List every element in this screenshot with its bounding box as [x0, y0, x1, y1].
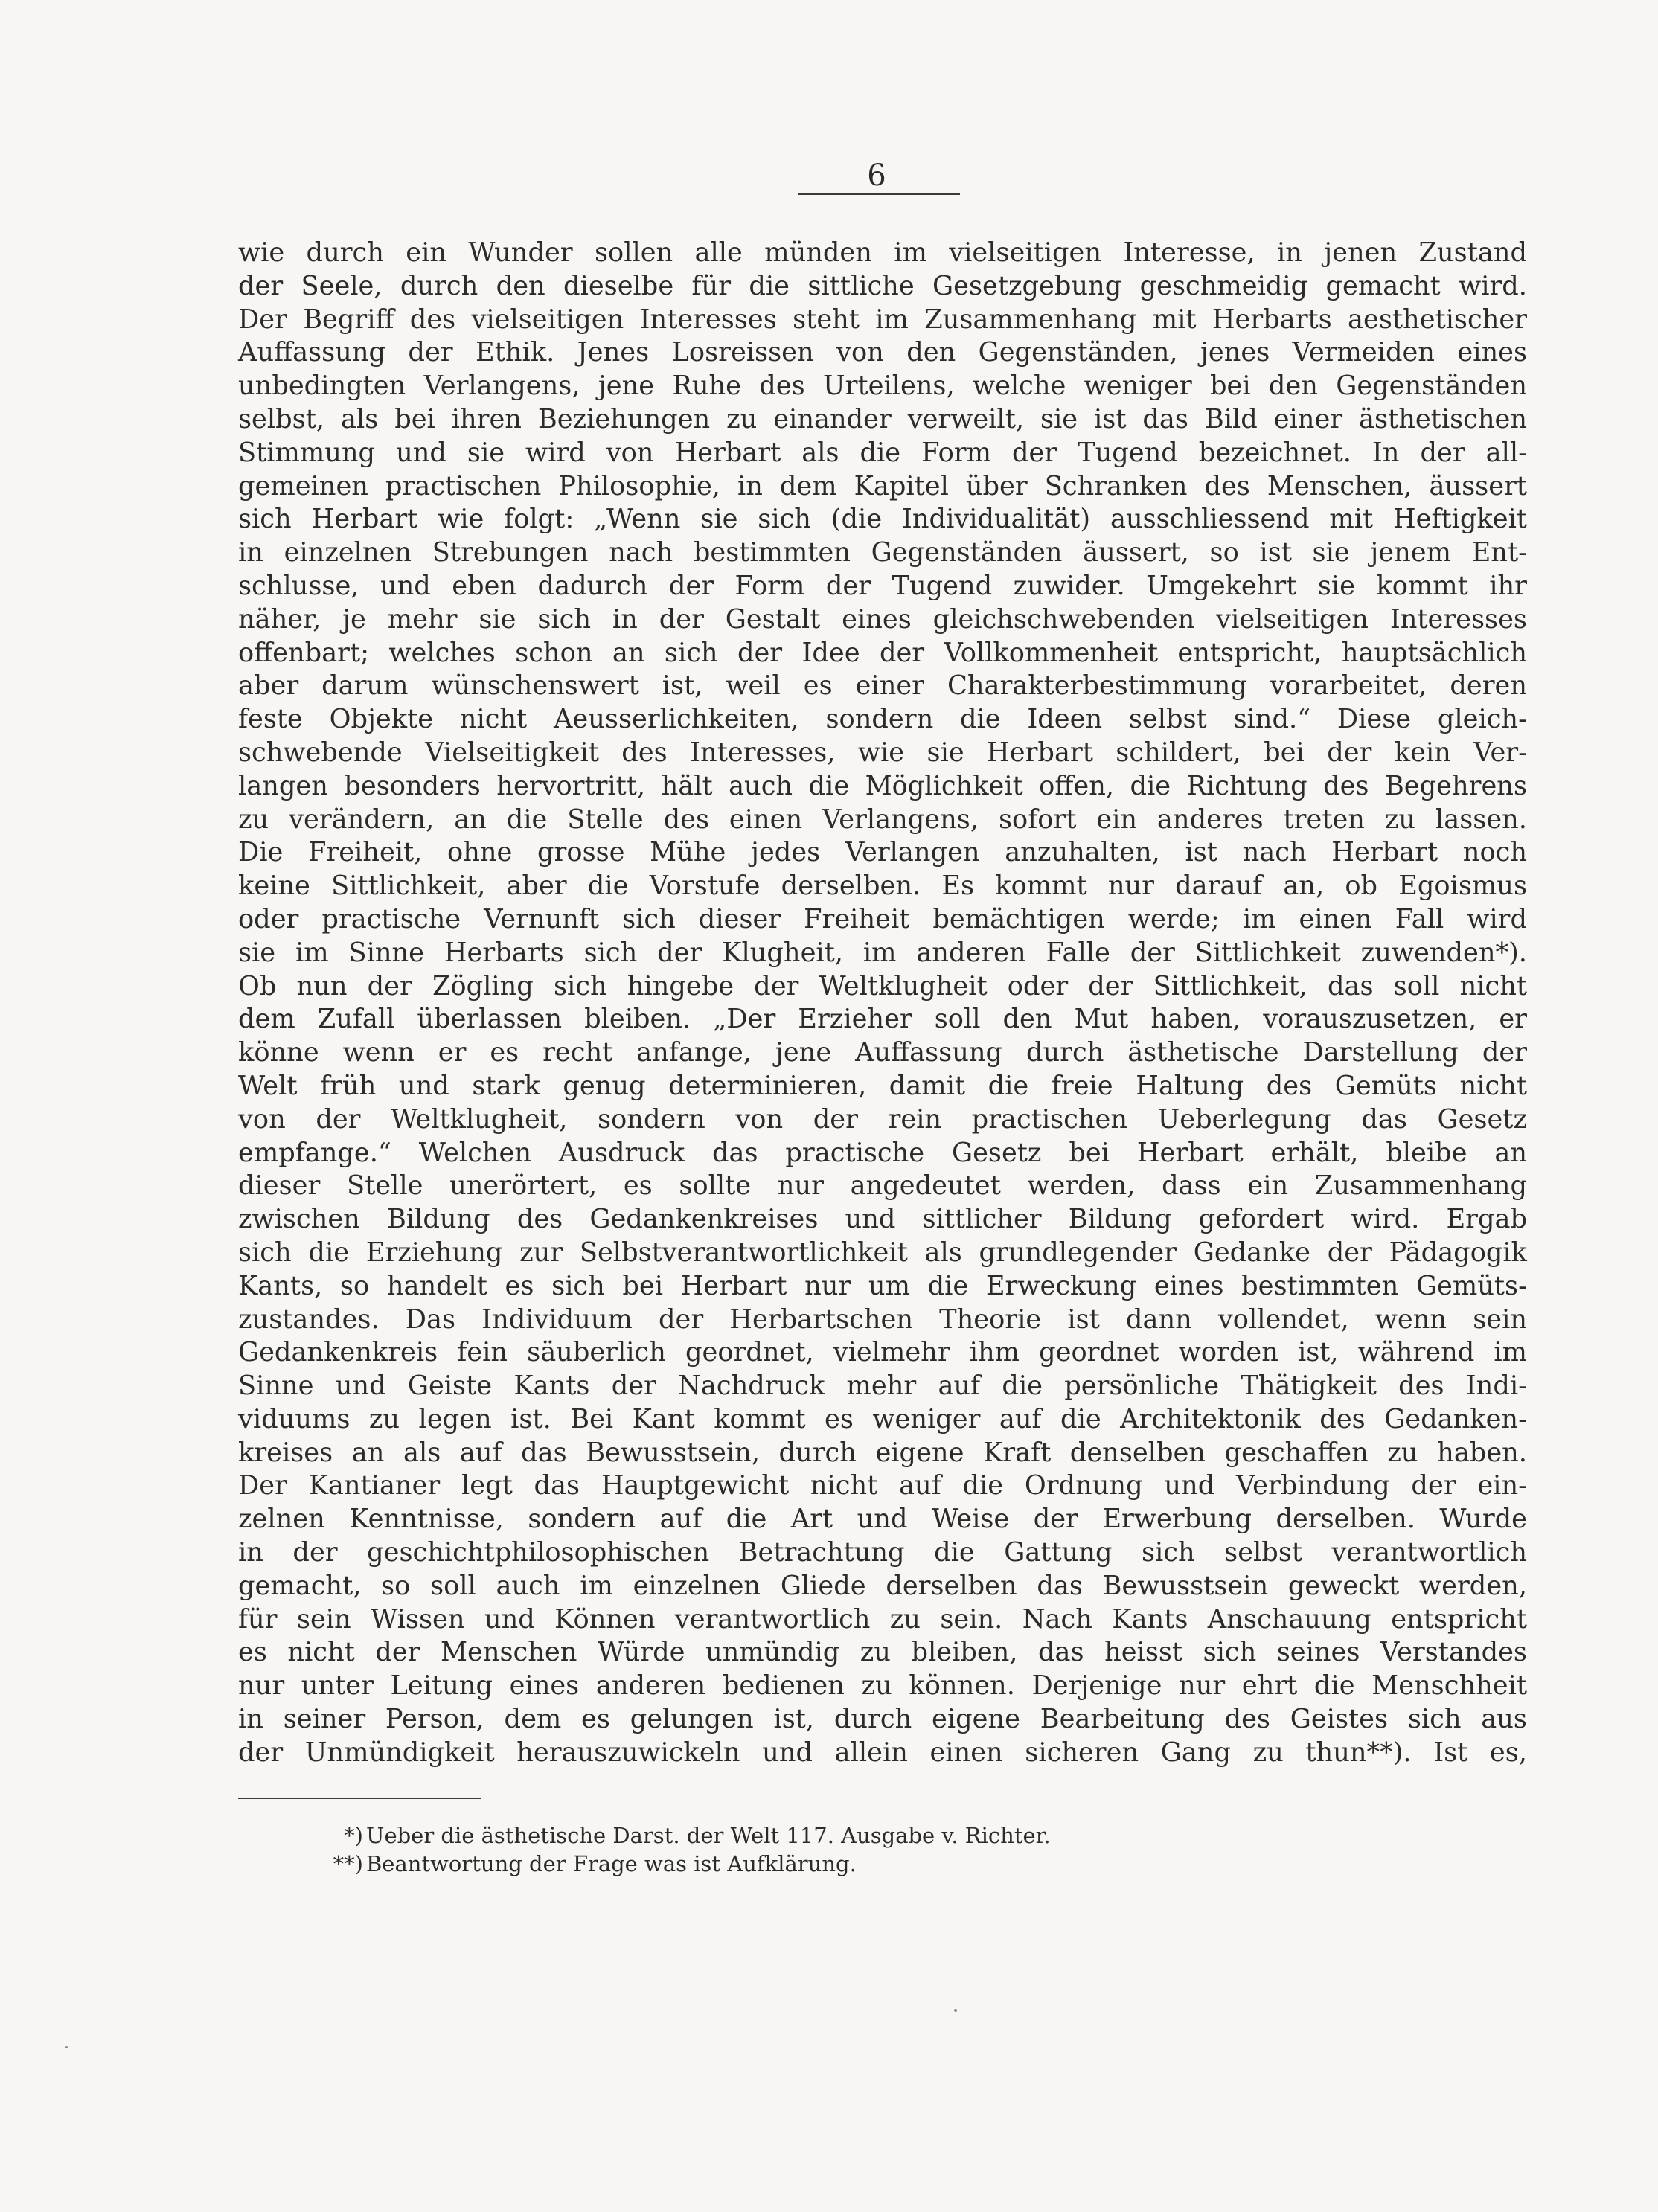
text-line: Welt früh und stark genug determinieren, damit die freie Haltung des Gemüts nicht	[238, 1070, 1527, 1101]
text-line: könne wenn er es recht anfange, jene Auffassung durch ästhetische Darstellung der	[238, 1037, 1527, 1068]
text-line: viduums zu legen ist. Bei Kant kommt es weniger auf die Architektonik des Gedanken-	[238, 1403, 1527, 1434]
text-line: zwischen Bildung des Gedankenkreises und sittlicher Bildung gefordert wird. Ergab	[238, 1204, 1527, 1235]
text-line: Der Begriff des vielseitigen Interesses steht im Zusammenhang mit Herbarts aesthetischer	[238, 304, 1527, 335]
text-line: dieser Stelle unerörtert, es sollte nur angedeutet werden, dass ein Zusammenhang	[238, 1170, 1527, 1202]
paper-speck	[65, 2046, 68, 2048]
page-number-rule	[798, 193, 960, 195]
footnote-rule	[238, 1798, 481, 1799]
text-line: keine Sittlichkeit, aber die Vorstufe derselben. Es kommt nur darauf an, ob Egoismus	[238, 871, 1527, 902]
footnote	[319, 1821, 1360, 1850]
text-line: aber darum wünschenswert ist, weil es einer Charakterbestimmung vorarbeitet, deren	[238, 670, 1527, 702]
paper-speck	[954, 2009, 957, 2012]
text-line: Der Kantianer legt das Hauptgewicht nicht auf die Ordnung und Verbindung der ein-	[238, 1470, 1527, 1501]
text-line: kreises an als auf das Bewusstsein, durch eigene Kraft denselben geschaffen zu haben.	[238, 1437, 1527, 1468]
text-line: dem Zufall überlassen bleiben. „Der Erzieher soll den Mut haben, vorauszusetzen, er	[238, 1004, 1527, 1035]
footnote-marker: **)	[333, 1851, 363, 1876]
text-line: der Unmündigkeit herauszuwickeln und allein einen sicheren Gang zu thun**). Ist es,	[238, 1737, 1527, 1768]
footnote-text: Ueber die ästhetische Darst. der Welt 117. Ausgabe v. Richter.	[366, 1823, 1051, 1848]
text-line: näher, je mehr sie sich in der Gestalt eines gleichschwebenden vielseitigen Interesses	[238, 603, 1527, 635]
footnotes	[319, 1821, 1360, 1878]
text-line: gemacht, so soll auch im einzelnen Gliede derselben das Bewusstsein geweckt werden,	[238, 1570, 1527, 1601]
text-line: Kants, so handelt es sich bei Herbart nur um die Erweckung eines bestimmten Gemüts-	[238, 1270, 1527, 1301]
text-line: langen besonders hervortritt, hält auch die Möglichkeit offen, die Richtung des Begehrens	[238, 770, 1527, 801]
text-line: es nicht der Menschen Würde unmündig zu bleiben, das heisst sich seines Verstandes	[238, 1637, 1527, 1668]
text-line: schlusse, und eben dadurch der Form der Tugend zuwider. Umgekehrt sie kommt ihr	[238, 570, 1527, 601]
text-line: zu verändern, an die Stelle des einen Verlangens, sofort ein anderes treten zu lassen.	[238, 804, 1527, 835]
text-line: feste Objekte nicht Aeusserlichkeiten, sondern die Ideen selbst sind.“ Diese gleich-	[238, 704, 1527, 735]
text-line: der Seele, durch den dieselbe für die sittliche Gesetzgebung geschmeidig gemacht wird.	[238, 270, 1527, 301]
text-line: sich Herbart wie folgt: „Wenn sie sich (die Individualität) ausschliessend mit Heftigkeit	[238, 504, 1527, 535]
text-line: wie durch ein Wunder sollen alle münden im vielseitigen Interesse, in jenen Zustand	[238, 237, 1527, 268]
text-line: Gedankenkreis fein säuberlich geordnet, vielmehr ihm geordnet worden ist, während im	[238, 1337, 1527, 1368]
text-line: offenbart; welches schon an sich der Idee der Vollkommenheit entspricht, hauptsächlich	[238, 637, 1527, 668]
text-line: in der geschichtphilosophischen Betrachtung die Gattung sich selbst verantwortlich	[238, 1537, 1527, 1568]
text-line: Auffassung der Ethik. Jenes Losreissen von den Gegenständen, jenes Vermeiden eines	[238, 337, 1527, 368]
text-line: selbst, als bei ihren Beziehungen zu einander verweilt, sie ist das Bild einer ästhetischen	[238, 403, 1527, 435]
text-line: Stimmung und sie wird von Herbart als die Form der Tugend bezeichnet. In der all-	[238, 437, 1527, 468]
footnote	[319, 1850, 1360, 1878]
text-line: zustandes. Das Individuum der Herbartschen Theorie ist dann vollendet, wenn sein	[238, 1304, 1527, 1335]
text-line: sich die Erziehung zur Selbstverantwortlichkeit als grundlegender Gedanke der Pädagogik	[238, 1237, 1527, 1268]
text-line: schwebende Vielseitigkeit des Interesses, wie sie Herbart schildert, bei der kein Ver-	[238, 737, 1527, 768]
page-number: 6	[867, 158, 886, 193]
text-line: unbedingten Verlangens, jene Ruhe des Urteilens, welche weniger bei den Gegenständen	[238, 371, 1527, 402]
text-line: Sinne und Geiste Kants der Nachdruck mehr auf die persönliche Thätigkeit des Indi-	[238, 1371, 1527, 1402]
text-line: sie im Sinne Herbarts sich der Klugheit, im anderen Falle der Sittlichkeit zuwenden*).	[238, 937, 1527, 968]
text-line: in einzelnen Strebungen nach bestimmten Gegenständen äussert, so ist sie jenem Ent-	[238, 537, 1527, 568]
footnote-marker: *)	[344, 1823, 363, 1848]
text-line: in seiner Person, dem es gelungen ist, durch eigene Bearbeitung des Geistes sich aus	[238, 1704, 1527, 1735]
text-line: für sein Wissen und Können verantwortlich zu sein. Nach Kants Anschauung entspricht	[238, 1603, 1527, 1635]
text-line: gemeinen practischen Philosophie, in dem Kapitel über Schranken des Menschen, äussert	[238, 470, 1527, 501]
text-line: Die Freiheit, ohne grosse Mühe jedes Verlangen anzuhalten, ist nach Herbart noch	[238, 837, 1527, 868]
text-line: Ob nun der Zögling sich hingebe der Weltklugheit oder der Sittlichkeit, das soll nicht	[238, 970, 1527, 1001]
text-line: empfange.“ Welchen Ausdruck das practische Gesetz bei Herbart erhält, bleibe an	[238, 1137, 1527, 1168]
text-line: oder practische Vernunft sich dieser Freiheit bemächtigen werde; im einen Fall wird	[238, 903, 1527, 935]
footnote-text: Beantwortung der Frage was ist Aufklärung.	[366, 1851, 857, 1876]
text-line: von der Weltklugheit, sondern von der rein practischen Ueberlegung das Gesetz	[238, 1103, 1527, 1135]
text-line: zelnen Kenntnisse, sondern auf die Art und Weise der Erwerbung derselben. Wurde	[238, 1504, 1527, 1535]
body-text	[238, 237, 1527, 1770]
text-line: nur unter Leitung eines anderen bedienen zu können. Derjenige nur ehrt die Menschheit	[238, 1670, 1527, 1702]
